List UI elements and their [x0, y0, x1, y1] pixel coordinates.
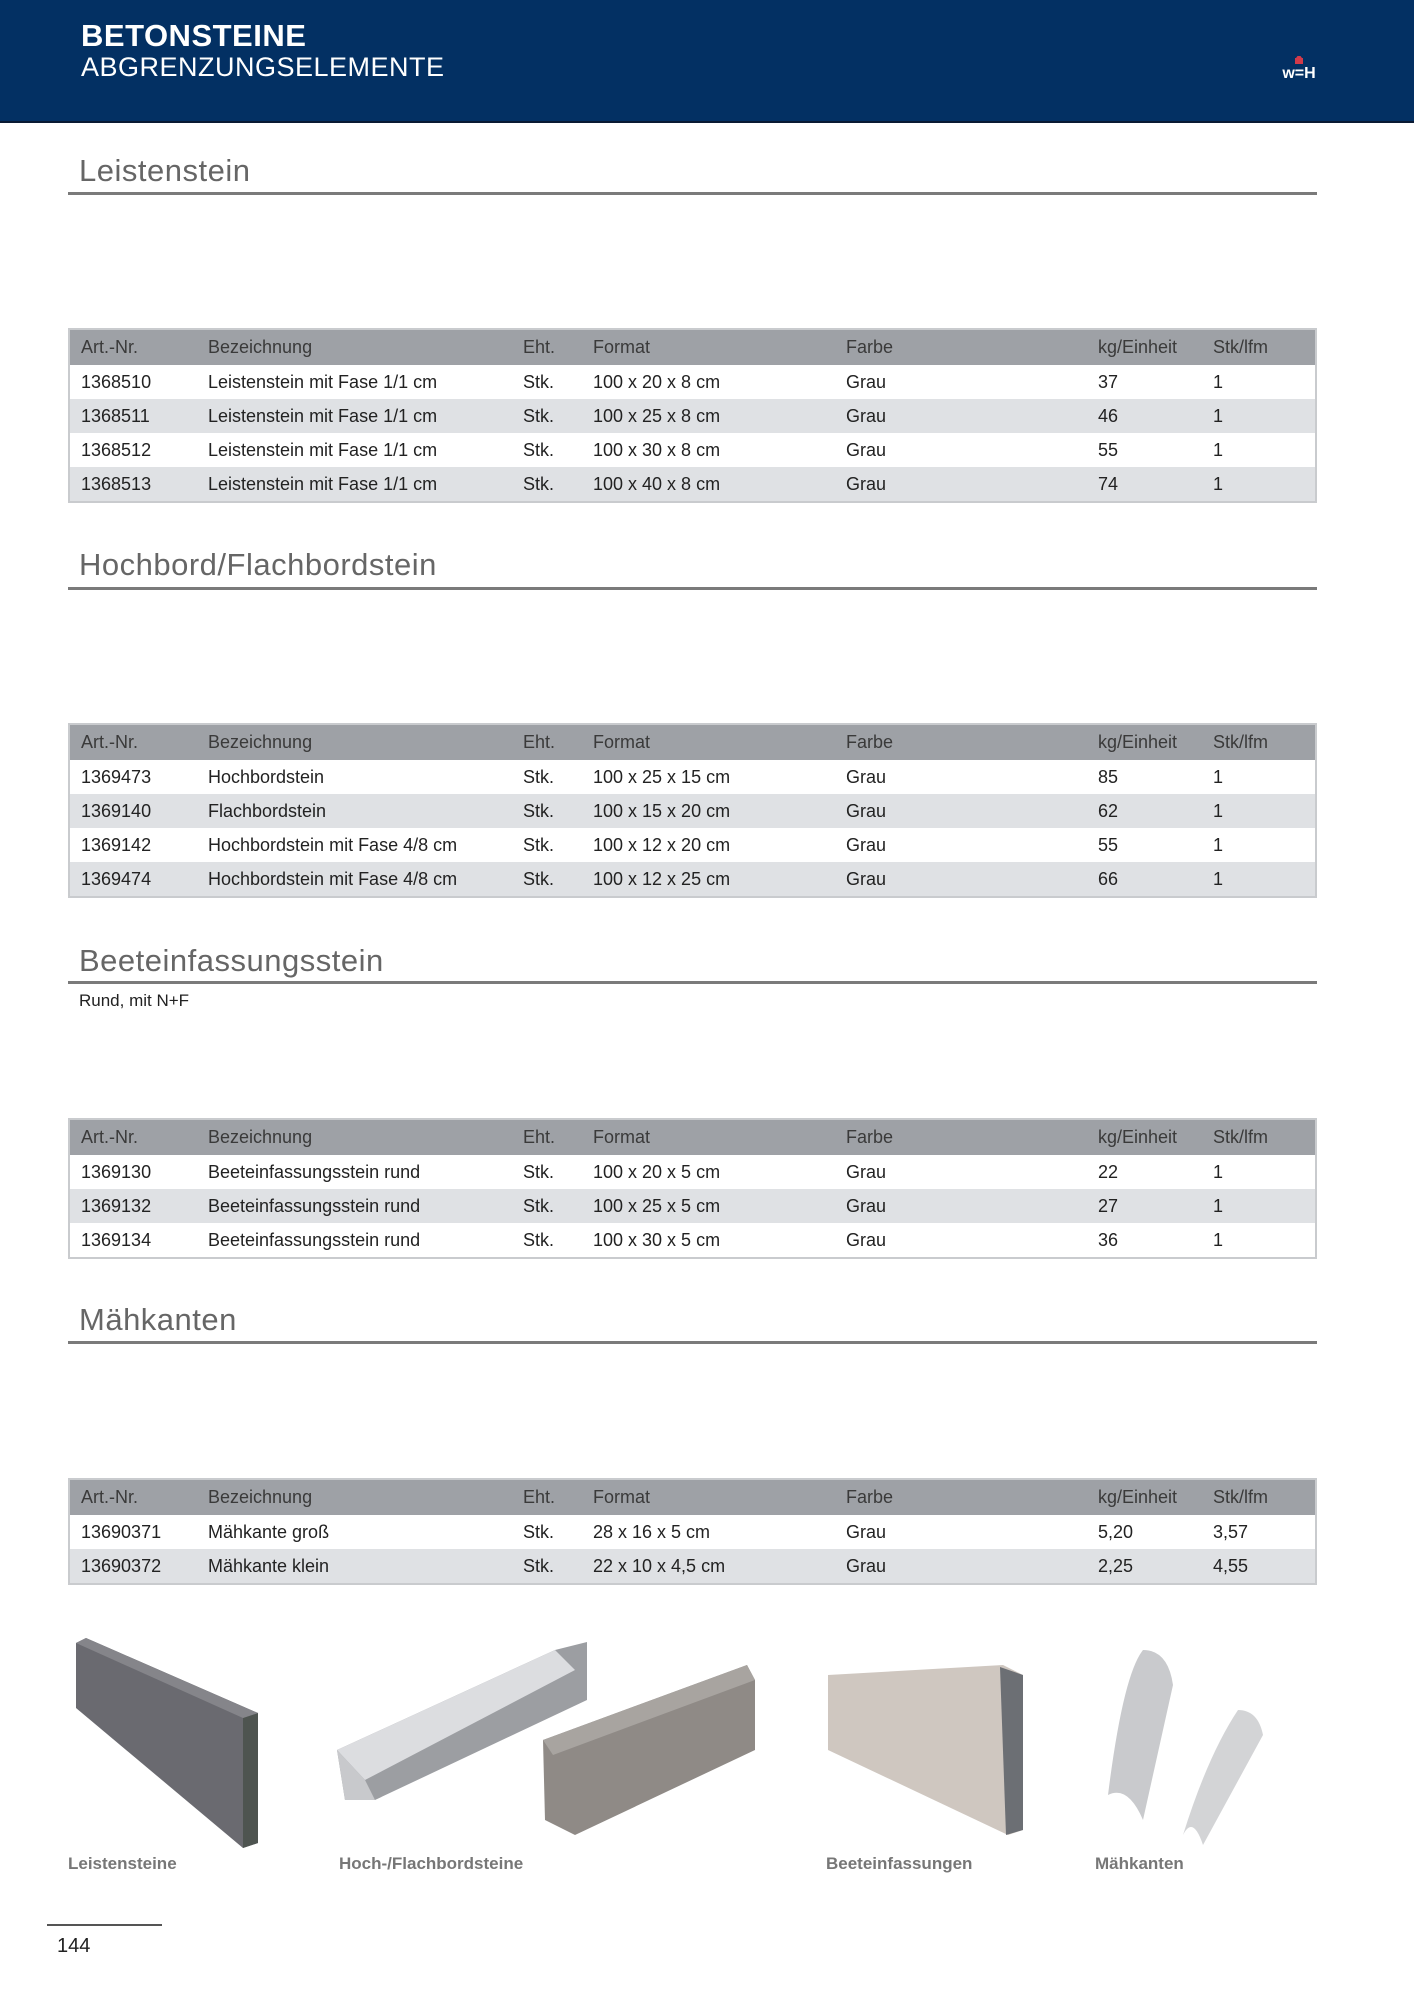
table-cell: 1369140: [69, 794, 197, 828]
table-cell: Hochbordstein mit Fase 4/8 cm: [197, 862, 512, 897]
table-cell: 1: [1202, 760, 1316, 794]
table-row: [69, 828, 1316, 862]
table-cell: 100 x 25 x 5 cm: [582, 1189, 835, 1223]
table-cell: Stk.: [512, 1189, 582, 1223]
table-cell: 37: [1087, 365, 1202, 399]
table-row: [69, 1549, 1316, 1584]
table-row: [69, 1189, 1316, 1223]
table-leistenstein: [68, 328, 1317, 503]
table-cell: 22: [1087, 1155, 1202, 1189]
maehkanten-image: [1098, 1645, 1278, 1845]
page-number-divider: [47, 1924, 162, 1926]
table-cell: 100 x 20 x 8 cm: [582, 365, 835, 399]
table-cell: 1: [1202, 862, 1316, 897]
table-cell: Stk.: [512, 828, 582, 862]
table-row: [69, 399, 1316, 433]
table-maehkanten: [68, 1478, 1317, 1585]
table-row: [69, 365, 1316, 399]
column-header: Bezeichnung: [197, 1119, 512, 1155]
table-cell: 1: [1202, 399, 1316, 433]
table-cell: 55: [1087, 433, 1202, 467]
caption-leistensteine: Leistensteine: [68, 1854, 177, 1873]
table-cell: Grau: [835, 1223, 1087, 1258]
table-cell: 3,57: [1202, 1515, 1316, 1549]
section-title-maehkanten: Mähkanten: [79, 1302, 237, 1337]
table-cell: 1369474: [69, 862, 197, 897]
table-cell: 85: [1087, 760, 1202, 794]
table-cell: Hochbordstein mit Fase 4/8 cm: [197, 828, 512, 862]
table-cell: 1368510: [69, 365, 197, 399]
table-cell: Grau: [835, 862, 1087, 897]
table-cell: 46: [1087, 399, 1202, 433]
table-cell: Stk.: [512, 760, 582, 794]
table-cell: 5,20: [1087, 1515, 1202, 1549]
column-header: Format: [582, 724, 835, 760]
table-cell: Grau: [835, 467, 1087, 502]
table-cell: 100 x 25 x 15 cm: [582, 760, 835, 794]
table-cell: Beeteinfassungsstein rund: [197, 1155, 512, 1189]
table-cell: 100 x 30 x 5 cm: [582, 1223, 835, 1258]
table-cell: 1369130: [69, 1155, 197, 1189]
table-cell: 1: [1202, 794, 1316, 828]
beeteinfassung-image: [828, 1665, 1028, 1845]
table-cell: Leistenstein mit Fase 1/1 cm: [197, 467, 512, 502]
table-cell: Mähkante groß: [197, 1515, 512, 1549]
section-title-hochbord: Hochbord/Flachbordstein: [79, 547, 437, 582]
column-header: Eht.: [512, 329, 582, 365]
table-cell: Grau: [835, 828, 1087, 862]
table-cell: 1368511: [69, 399, 197, 433]
table-row: [69, 1155, 1316, 1189]
table-cell: 100 x 25 x 8 cm: [582, 399, 835, 433]
table-hochbord: [68, 723, 1317, 898]
table-cell: 55: [1087, 828, 1202, 862]
table-cell: 100 x 15 x 20 cm: [582, 794, 835, 828]
column-header: kg/Einheit: [1087, 329, 1202, 365]
table-cell: 1369142: [69, 828, 197, 862]
table-cell: Beeteinfassungsstein rund: [197, 1189, 512, 1223]
table-cell: Grau: [835, 1189, 1087, 1223]
section-subtitle: Rund, mit N+F: [79, 991, 190, 1010]
table-cell: 1368512: [69, 433, 197, 467]
table-cell: 100 x 30 x 8 cm: [582, 433, 835, 467]
table-cell: Leistenstein mit Fase 1/1 cm: [197, 433, 512, 467]
table-cell: Beeteinfassungsstein rund: [197, 1223, 512, 1258]
column-header: Art.-Nr.: [69, 1119, 197, 1155]
table-cell: 100 x 12 x 20 cm: [582, 828, 835, 862]
table-beeteinfassung: [68, 1118, 1317, 1259]
column-header: Art.-Nr.: [69, 329, 197, 365]
column-header: Farbe: [835, 1479, 1087, 1515]
table-cell: 74: [1087, 467, 1202, 502]
table-cell: Stk.: [512, 433, 582, 467]
caption-maehkanten: Mähkanten: [1095, 1854, 1184, 1873]
column-header: Farbe: [835, 1119, 1087, 1155]
table-cell: 1: [1202, 1189, 1316, 1223]
column-header: Eht.: [512, 1119, 582, 1155]
leistenstein-image: [68, 1638, 268, 1848]
table-cell: 22 x 10 x 4,5 cm: [582, 1549, 835, 1584]
table-cell: Stk.: [512, 399, 582, 433]
table-header-row: [69, 724, 1316, 760]
table-cell: Leistenstein mit Fase 1/1 cm: [197, 399, 512, 433]
section-divider: [68, 192, 1317, 195]
column-header: Eht.: [512, 1479, 582, 1515]
column-header: Stk/lfm: [1202, 329, 1316, 365]
column-header: Bezeichnung: [197, 1479, 512, 1515]
hochbordstein-image: [335, 1640, 755, 1840]
column-header: Stk/lfm: [1202, 1119, 1316, 1155]
table-header-row: [69, 329, 1316, 365]
table-cell: 66: [1087, 862, 1202, 897]
table-cell: Grau: [835, 365, 1087, 399]
column-header: Stk/lfm: [1202, 724, 1316, 760]
table-cell: Hochbordstein: [197, 760, 512, 794]
column-header: Format: [582, 1119, 835, 1155]
table-cell: 1: [1202, 1155, 1316, 1189]
table-row: [69, 1515, 1316, 1549]
table-cell: 1: [1202, 1223, 1316, 1258]
table-cell: Grau: [835, 433, 1087, 467]
table-cell: Stk.: [512, 1223, 582, 1258]
table-cell: Stk.: [512, 1515, 582, 1549]
column-header: kg/Einheit: [1087, 1119, 1202, 1155]
table-cell: Stk.: [512, 862, 582, 897]
column-header: Farbe: [835, 329, 1087, 365]
table-cell: Grau: [835, 1155, 1087, 1189]
table-cell: 100 x 20 x 5 cm: [582, 1155, 835, 1189]
table-cell: 1369132: [69, 1189, 197, 1223]
column-header: Stk/lfm: [1202, 1479, 1316, 1515]
caption-beeteinfassungen: Beeteinfassungen: [826, 1854, 973, 1873]
section-divider: [68, 981, 1317, 984]
table-cell: 2,25: [1087, 1549, 1202, 1584]
table-cell: Grau: [835, 1549, 1087, 1584]
svg-text:w=H: w=H: [1282, 65, 1316, 82]
table-cell: 1368513: [69, 467, 197, 502]
table-cell: 100 x 40 x 8 cm: [582, 467, 835, 502]
section-divider: [68, 587, 1317, 590]
column-header: Format: [582, 1479, 835, 1515]
table-cell: 1369134: [69, 1223, 197, 1258]
table-cell: 13690372: [69, 1549, 197, 1584]
table-cell: Grau: [835, 1515, 1087, 1549]
page-number: 144: [57, 1935, 91, 1957]
column-header: kg/Einheit: [1087, 724, 1202, 760]
table-cell: 1: [1202, 467, 1316, 502]
column-header: Farbe: [835, 724, 1087, 760]
table-row: [69, 760, 1316, 794]
table-row: [69, 862, 1316, 897]
table-cell: Stk.: [512, 1549, 582, 1584]
section-title-beeteinfassung: Beeteinfassungsstein: [79, 943, 384, 978]
table-cell: 4,55: [1202, 1549, 1316, 1584]
table-cell: 28 x 16 x 5 cm: [582, 1515, 835, 1549]
table-cell: Stk.: [512, 467, 582, 502]
table-row: [69, 433, 1316, 467]
table-cell: 62: [1087, 794, 1202, 828]
table-header-row: [69, 1119, 1316, 1155]
table-cell: 27: [1087, 1189, 1202, 1223]
column-header: Art.-Nr.: [69, 1479, 197, 1515]
column-header: Bezeichnung: [197, 724, 512, 760]
section-title-leistenstein: Leistenstein: [79, 153, 251, 188]
table-cell: 1369473: [69, 760, 197, 794]
table-row: [69, 1223, 1316, 1258]
table-cell: Stk.: [512, 1155, 582, 1189]
table-cell: 100 x 12 x 25 cm: [582, 862, 835, 897]
table-cell: Leistenstein mit Fase 1/1 cm: [197, 365, 512, 399]
page-header: [0, 0, 1414, 123]
table-cell: 36: [1087, 1223, 1202, 1258]
table-cell: Grau: [835, 399, 1087, 433]
table-cell: Mähkante klein: [197, 1549, 512, 1584]
column-header: kg/Einheit: [1087, 1479, 1202, 1515]
table-row: [69, 467, 1316, 502]
table-cell: Grau: [835, 760, 1087, 794]
table-cell: Stk.: [512, 794, 582, 828]
brand-logo-icon: [1274, 56, 1324, 82]
column-header: Eht.: [512, 724, 582, 760]
column-header: Art.-Nr.: [69, 724, 197, 760]
caption-hochbordsteine: Hoch-/Flachbordsteine: [339, 1854, 524, 1873]
table-cell: 1: [1202, 433, 1316, 467]
table-cell: Stk.: [512, 365, 582, 399]
table-cell: Grau: [835, 794, 1087, 828]
table-cell: 1: [1202, 828, 1316, 862]
table-cell: 13690371: [69, 1515, 197, 1549]
header-subtitle: ABGRENZUNGSELEMENTE: [81, 52, 445, 82]
table-cell: Flachbordstein: [197, 794, 512, 828]
header-title: BETONSTEINE: [81, 18, 307, 53]
table-header-row: [69, 1479, 1316, 1515]
table-cell: 1: [1202, 365, 1316, 399]
table-row: [69, 794, 1316, 828]
column-header: Format: [582, 329, 835, 365]
column-header: Bezeichnung: [197, 329, 512, 365]
section-divider: [68, 1341, 1317, 1344]
